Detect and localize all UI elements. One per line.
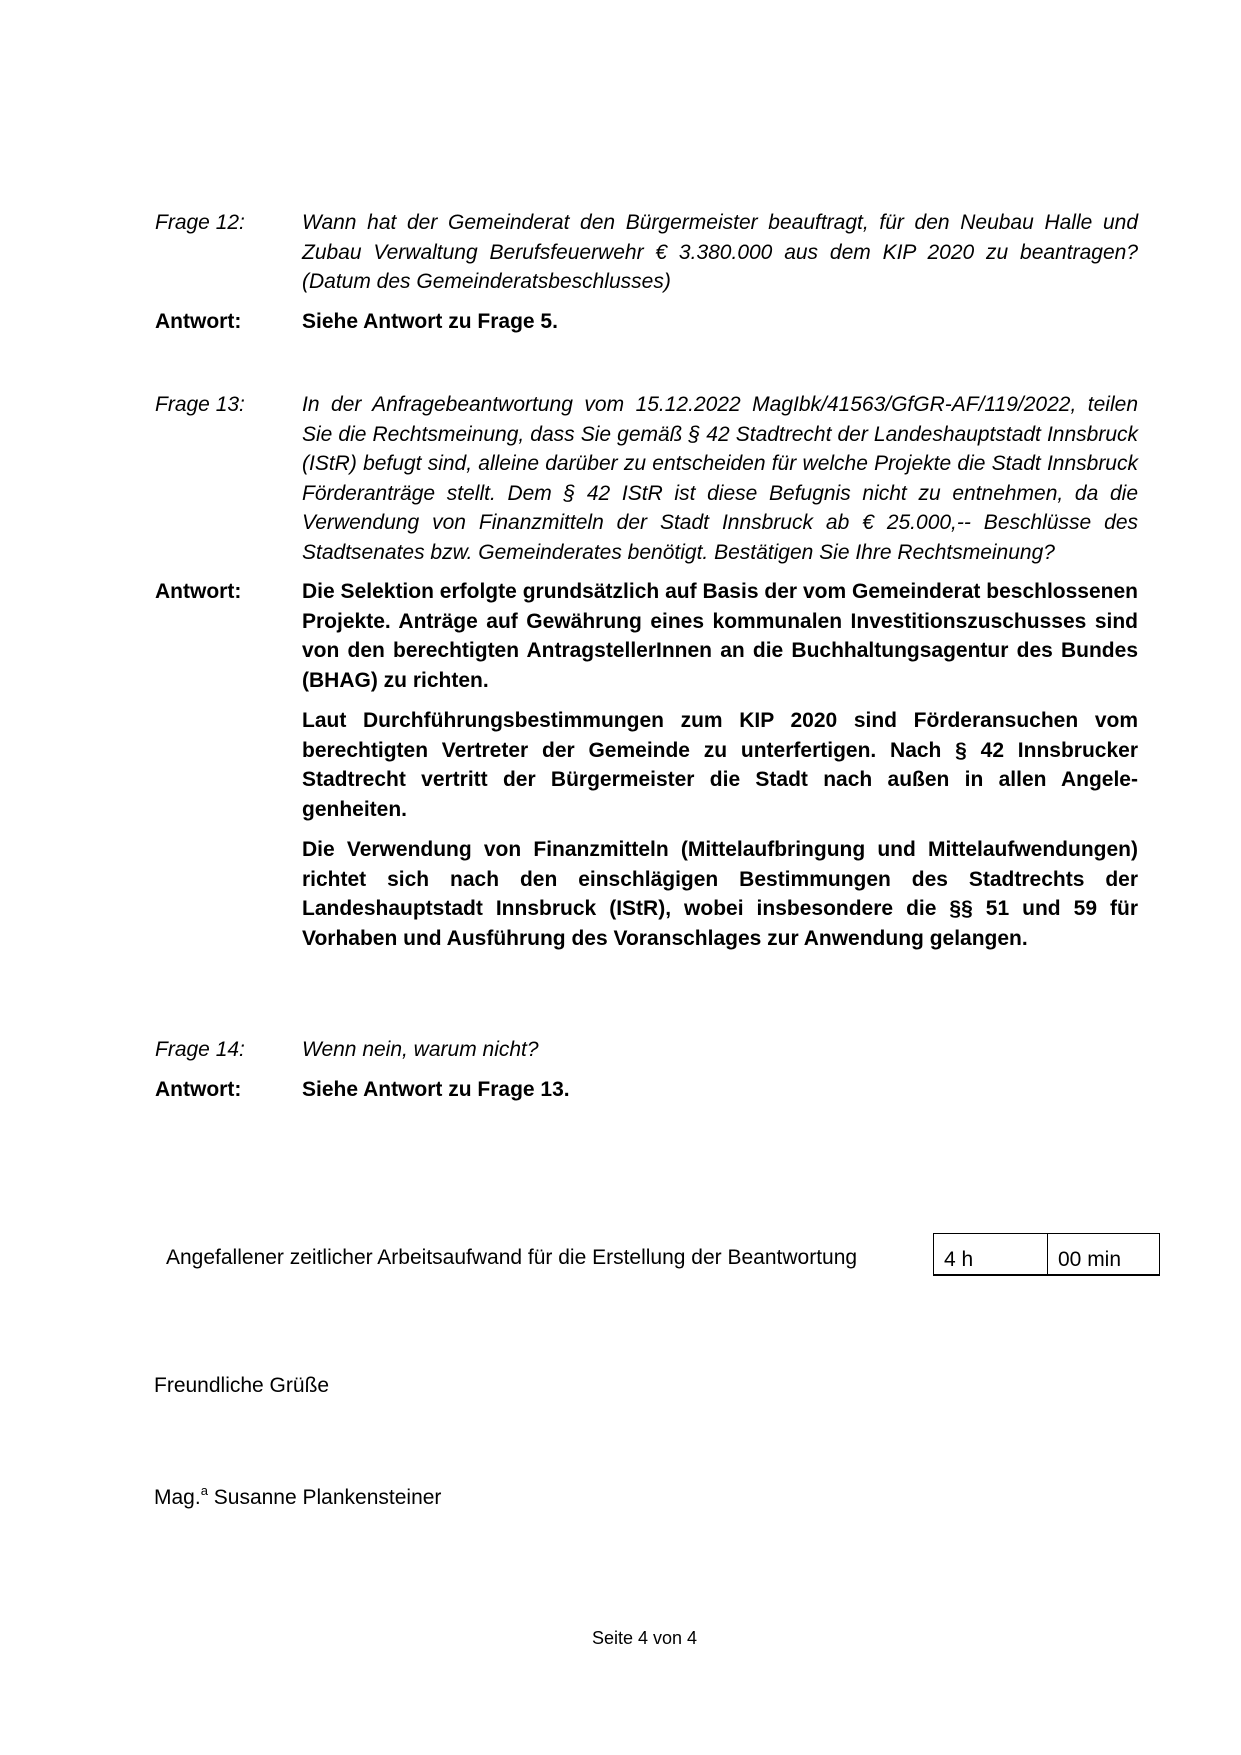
signature-title: Mag.: [154, 1486, 201, 1509]
page-number: Seite 4 von 4: [591, 1628, 698, 1648]
answer-text: [302, 1075, 1138, 1105]
question-row: [155, 1035, 1138, 1065]
question-label: Frage 13:: [155, 393, 245, 416]
answer-label: Antwort:: [155, 309, 242, 333]
question-row: [155, 390, 1138, 567]
work-effort-table: [933, 1233, 1160, 1276]
answer-row: [155, 577, 1138, 953]
work-effort-hours: 4 h: [934, 1234, 1048, 1274]
answer-row: [155, 1075, 1138, 1105]
work-effort-minutes: 00 min: [1058, 1248, 1122, 1271]
closing-greeting: Freundliche Grüße: [154, 1374, 330, 1397]
work-effort-label: Angefallener zeitlicher Arbeitsaufwand für die Erstellung der Beantwortung: [166, 1246, 858, 1269]
answer-row: [155, 307, 1138, 337]
qa-block-14: [155, 1035, 1138, 1104]
question-row: [155, 208, 1138, 297]
answer-paragraph: Laut Durchführungsbestimmungen zum KIP 2020 sind Förderansuchen vom berechtigten Vertreter der Gemeinde zu unterfertigen. Nach § 42 Innsbrucker Stadtrecht vertritt der Bürgermeister die Stadt nach außen in allen Angelegenheiten.: [302, 709, 1138, 821]
answer-text: [302, 307, 1138, 337]
answer-label: Antwort:: [155, 1077, 242, 1101]
answer-text: [302, 577, 1138, 953]
answer-paragraph: Siehe Antwort zu Frage 5.: [302, 309, 558, 333]
question-text: In der Anfragebeantwortung vom 15.12.2022 MagIbk/41563/GfGR-AF/119/2022, teilen Sie die Rechtsmeinung, dass Sie gemäß § 42 Stadtrecht der Landeshauptstadt Innsbruck (IStR) befugt sind, alleine darüber zu entscheiden für welche Projekte die Stadt Innsbruck Förderanträge stellt. Dem § 42 IStR ist diese Befugnis nicht zu entnehmen, da die Verwendung von Finanzmitteln der Stadt Innsbruck ab € 25.000,-- Beschlüsse des Stadtsenates bzw. Gemeinderates benötigt. Bestätigen Sie Ihre Rechtsmeinung?: [302, 393, 1138, 564]
work-effort: [166, 1233, 1122, 1275]
answer-paragraph: Siehe Antwort zu Frage 13.: [302, 1077, 570, 1101]
question-label: Frage 14:: [155, 1038, 245, 1061]
signature-title-superscript: a: [200, 1483, 208, 1498]
answer-paragraph: Die Verwendung von Finanzmitteln (Mittelaufbringung und Mittelaufwendungen) richtet sich nach den einschlägigen Bestimmungen des Stadtrechts der Landeshauptstadt Innsbruck (IStR), wobei insbesondere die §§ 51 und 59 für Vorhaben und Ausführung des Voranschlages zur Anwendung gelangen.: [302, 838, 1138, 950]
answer-label: Antwort:: [155, 580, 242, 603]
qa-block-13: [155, 390, 1138, 953]
signature: [154, 1485, 441, 1511]
signature-name: Susanne Plankensteiner: [213, 1486, 442, 1509]
answer-paragraph: Die Selektion erfolgte grundsätzlich auf Basis der vom Gemeinderat beschlossenen Projekte. Anträge auf Gewährung eines kommunalen Investitionszuschusses sind von den berechtigten AntragstellerInnen an die Buchhaltungsagentur des Bundes (BHAG) zu richten.: [302, 580, 1138, 692]
question-text: Wenn nein, warum nicht?: [302, 1038, 539, 1061]
question-label: Frage 12:: [155, 211, 245, 234]
qa-block-12: [155, 208, 1138, 336]
question-text: Wann hat der Gemeinderat den Bürgermeister beauftragt, für den Neubau Halle und Zubau Verwaltung Berufsfeuerwehr € 3.380.000 aus dem KIP 2020 zu beantragen? (Datum des Gemeinderatsbeschlusses): [302, 211, 1138, 293]
